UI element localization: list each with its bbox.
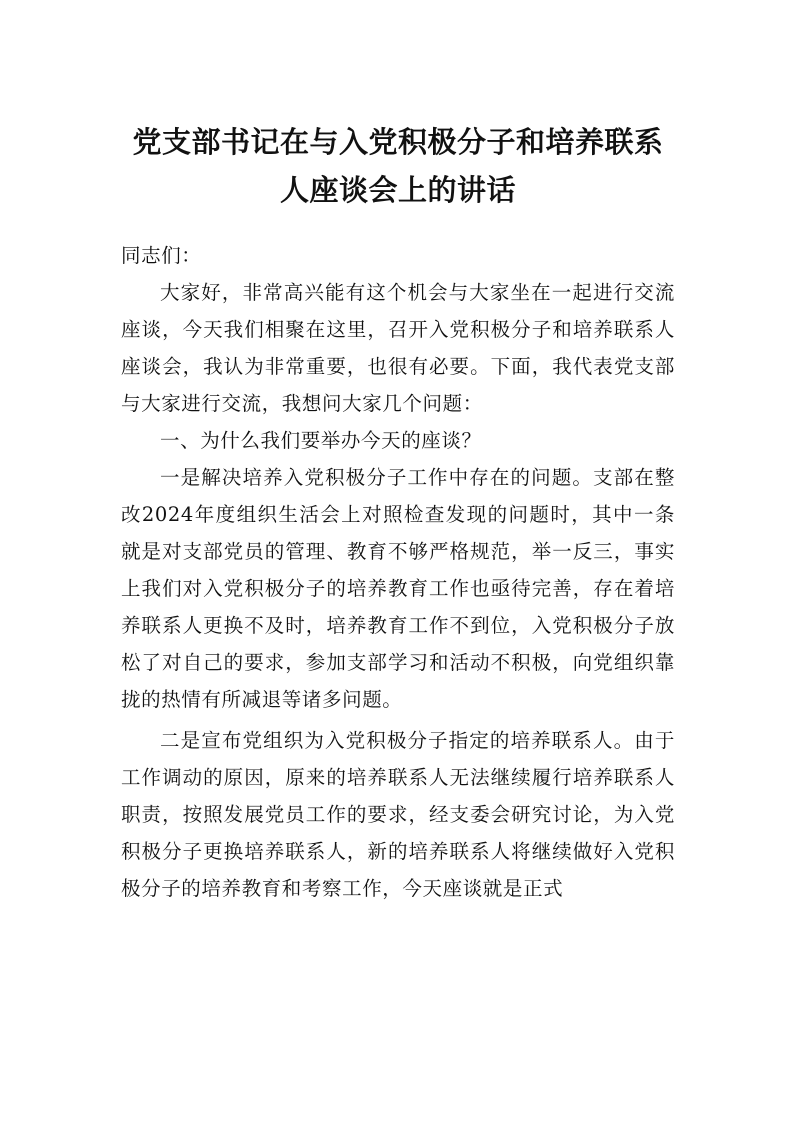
paragraph-greeting: 大家好，非常高兴能有这个机会与大家坐在一起进行交流座谈，今天我们相聚在这里，召开入党积极分子和培养联系人座谈会，我认为非常重要，也很有必要。下面，我代表党支部与大家进行交流，我想问大家几个问题：: [121, 281, 675, 415]
section-heading-one: 一、为什么我们要举办今天的座谈？: [160, 429, 482, 452]
document-body: [121, 237, 675, 907]
paragraph-point-one: 一是解决培养入党积极分子工作中存在的问题。支部在整改2024年度组织生活会上对照检查发现的问题时，其中一条就是对支部党员的管理、教育不够严格规范，举一反三，事实上我们对入党积极分子的培养教育工作也亟待完善，存在着培养联系人更换不及时，培养教育工作不到位，入党积极分子放松了对自己的要求，参加支部学习和活动不积极，向党组织靠拢的热情有所减退等诸多问题。: [121, 466, 675, 711]
paragraph-point-two: 二是宣布党组织为入党积极分子指定的培养联系人。由于工作调动的原因，原来的培养联系人无法继续履行培养联系人职责，按照发展党员工作的要求，经支委会研究讨论，为入党积极分子更换培养联系人，新的培养联系人将继续做好入党积极分子的培养教育和考察工作，今天座谈就是正式: [121, 729, 675, 900]
title-line-1: 党支部书记在与入党积极分子和培养联系: [132, 125, 664, 159]
document-title: [121, 118, 675, 214]
title-line-2: 人座谈会上的讲话: [279, 173, 516, 207]
salutation: 同志们：: [121, 244, 202, 267]
